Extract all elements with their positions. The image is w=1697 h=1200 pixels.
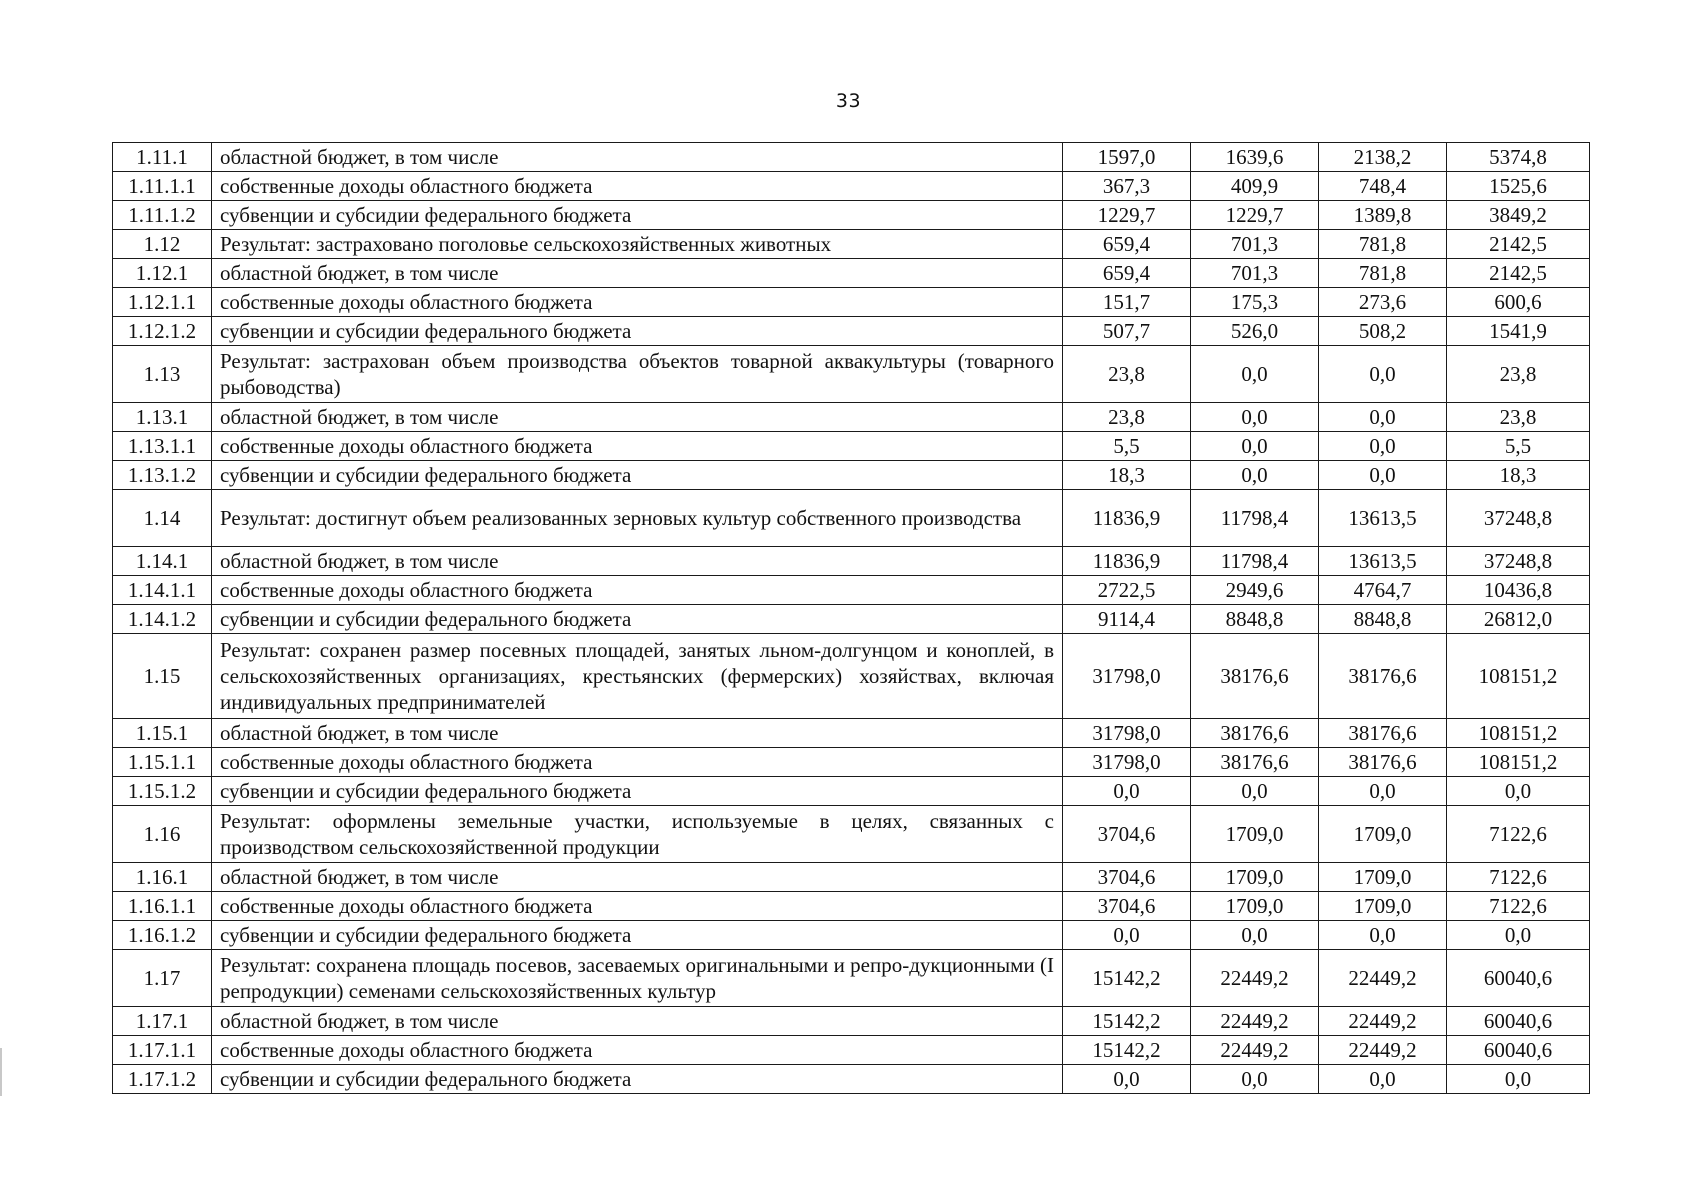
row-description: собственные доходы областного бюджета — [212, 576, 1063, 605]
value-cell: 0,0 — [1191, 1065, 1319, 1094]
value-cell: 701,3 — [1191, 230, 1319, 259]
table-row — [113, 605, 1590, 634]
value-cell: 781,8 — [1319, 259, 1447, 288]
table-row — [113, 172, 1590, 201]
value-cell: 175,3 — [1191, 288, 1319, 317]
value-cell: 1229,7 — [1063, 201, 1191, 230]
table-row — [113, 317, 1590, 346]
scan-edge-mark — [0, 1048, 2, 1096]
total-cell: 600,6 — [1447, 288, 1590, 317]
value-cell: 3704,6 — [1063, 806, 1191, 863]
row-description: Результат: сохранен размер посевных площадей, занятых льном-долгунцом и коноплей, в сельскохозяйственных организациях, крестьянских (фермерских) хозяйствах, включая индивидуальных предпринимателей — [212, 634, 1063, 719]
table-row — [113, 719, 1590, 748]
value-cell: 0,0 — [1063, 1065, 1191, 1094]
row-code: 1.15.1.2 — [113, 777, 212, 806]
row-code: 1.14.1.2 — [113, 605, 212, 634]
value-cell: 0,0 — [1319, 921, 1447, 950]
row-description: собственные доходы областного бюджета — [212, 748, 1063, 777]
value-cell: 1389,8 — [1319, 201, 1447, 230]
total-cell: 3849,2 — [1447, 201, 1590, 230]
value-cell: 1229,7 — [1191, 201, 1319, 230]
value-cell: 2138,2 — [1319, 143, 1447, 172]
row-description: Результат: сохранена площадь посевов, засеваемых оригинальными и репро-дукционными (I репродукции) семенами сельскохозяйственных культур — [212, 950, 1063, 1007]
value-cell: 0,0 — [1191, 346, 1319, 403]
value-cell: 3704,6 — [1063, 863, 1191, 892]
table-row — [113, 259, 1590, 288]
total-cell: 23,8 — [1447, 346, 1590, 403]
value-cell: 15142,2 — [1063, 950, 1191, 1007]
value-cell: 11798,4 — [1191, 490, 1319, 547]
value-cell: 273,6 — [1319, 288, 1447, 317]
value-cell: 22449,2 — [1191, 950, 1319, 1007]
total-cell: 108151,2 — [1447, 748, 1590, 777]
value-cell: 11836,9 — [1063, 547, 1191, 576]
value-cell: 11798,4 — [1191, 547, 1319, 576]
row-code: 1.15.1 — [113, 719, 212, 748]
row-code: 1.14.1 — [113, 547, 212, 576]
value-cell: 0,0 — [1191, 921, 1319, 950]
table-row — [113, 143, 1590, 172]
total-cell: 108151,2 — [1447, 719, 1590, 748]
value-cell: 1709,0 — [1319, 806, 1447, 863]
value-cell: 0,0 — [1191, 432, 1319, 461]
row-code: 1.16.1 — [113, 863, 212, 892]
page-number: 33 — [835, 90, 862, 112]
row-code: 1.15 — [113, 634, 212, 719]
budget-table-body — [113, 143, 1590, 1094]
value-cell: 31798,0 — [1063, 634, 1191, 719]
value-cell: 0,0 — [1319, 432, 1447, 461]
row-description: субвенции и субсидии федерального бюджета — [212, 605, 1063, 634]
value-cell: 0,0 — [1319, 1065, 1447, 1094]
value-cell: 0,0 — [1319, 461, 1447, 490]
table-row — [113, 461, 1590, 490]
value-cell: 151,7 — [1063, 288, 1191, 317]
row-code: 1.17.1.1 — [113, 1036, 212, 1065]
value-cell: 11836,9 — [1063, 490, 1191, 547]
table-row — [113, 950, 1590, 1007]
table-row — [113, 1007, 1590, 1036]
total-cell: 5374,8 — [1447, 143, 1590, 172]
row-code: 1.17.1 — [113, 1007, 212, 1036]
row-description: областной бюджет, в том числе — [212, 259, 1063, 288]
value-cell: 659,4 — [1063, 230, 1191, 259]
row-code: 1.14 — [113, 490, 212, 547]
value-cell: 5,5 — [1063, 432, 1191, 461]
total-cell: 10436,8 — [1447, 576, 1590, 605]
row-description: субвенции и субсидии федерального бюджета — [212, 461, 1063, 490]
table-row — [113, 634, 1590, 719]
row-code: 1.14.1.1 — [113, 576, 212, 605]
row-description: областной бюджет, в том числе — [212, 863, 1063, 892]
total-cell: 18,3 — [1447, 461, 1590, 490]
total-cell: 23,8 — [1447, 403, 1590, 432]
total-cell: 7122,6 — [1447, 806, 1590, 863]
table-row — [113, 1065, 1590, 1094]
total-cell: 7122,6 — [1447, 863, 1590, 892]
value-cell: 0,0 — [1191, 461, 1319, 490]
value-cell: 13613,5 — [1319, 490, 1447, 547]
total-cell: 7122,6 — [1447, 892, 1590, 921]
row-code: 1.16 — [113, 806, 212, 863]
value-cell: 1709,0 — [1319, 863, 1447, 892]
value-cell: 367,3 — [1063, 172, 1191, 201]
row-code: 1.17 — [113, 950, 212, 1007]
row-description: областной бюджет, в том числе — [212, 403, 1063, 432]
value-cell: 1709,0 — [1191, 806, 1319, 863]
value-cell: 4764,7 — [1319, 576, 1447, 605]
row-description: областной бюджет, в том числе — [212, 719, 1063, 748]
value-cell: 748,4 — [1319, 172, 1447, 201]
value-cell: 38176,6 — [1191, 719, 1319, 748]
table-row — [113, 490, 1590, 547]
value-cell: 526,0 — [1191, 317, 1319, 346]
row-description: областной бюджет, в том числе — [212, 143, 1063, 172]
total-cell: 37248,8 — [1447, 547, 1590, 576]
total-cell: 60040,6 — [1447, 1036, 1590, 1065]
total-cell: 1525,6 — [1447, 172, 1590, 201]
value-cell: 1597,0 — [1063, 143, 1191, 172]
total-cell: 0,0 — [1447, 921, 1590, 950]
row-description: собственные доходы областного бюджета — [212, 432, 1063, 461]
value-cell: 38176,6 — [1319, 634, 1447, 719]
value-cell: 507,7 — [1063, 317, 1191, 346]
value-cell: 8848,8 — [1191, 605, 1319, 634]
value-cell: 38176,6 — [1319, 748, 1447, 777]
value-cell: 15142,2 — [1063, 1007, 1191, 1036]
value-cell: 9114,4 — [1063, 605, 1191, 634]
value-cell: 2949,6 — [1191, 576, 1319, 605]
value-cell: 18,3 — [1063, 461, 1191, 490]
row-description: Результат: оформлены земельные участки, используемые в целях, связанных с производством сельскохозяйственной продукции — [212, 806, 1063, 863]
value-cell: 1709,0 — [1191, 863, 1319, 892]
value-cell: 23,8 — [1063, 403, 1191, 432]
value-cell: 1709,0 — [1319, 892, 1447, 921]
value-cell: 8848,8 — [1319, 605, 1447, 634]
value-cell: 409,9 — [1191, 172, 1319, 201]
row-description: субвенции и субсидии федерального бюджета — [212, 777, 1063, 806]
value-cell: 659,4 — [1063, 259, 1191, 288]
total-cell: 0,0 — [1447, 1065, 1590, 1094]
value-cell: 38176,6 — [1319, 719, 1447, 748]
row-description: областной бюджет, в том числе — [212, 547, 1063, 576]
value-cell: 31798,0 — [1063, 748, 1191, 777]
value-cell: 22449,2 — [1319, 950, 1447, 1007]
value-cell: 1709,0 — [1191, 892, 1319, 921]
row-code: 1.11.1.1 — [113, 172, 212, 201]
total-cell: 37248,8 — [1447, 490, 1590, 547]
row-description: областной бюджет, в том числе — [212, 1007, 1063, 1036]
total-cell: 0,0 — [1447, 777, 1590, 806]
row-code: 1.13.1.1 — [113, 432, 212, 461]
value-cell: 38176,6 — [1191, 634, 1319, 719]
row-code: 1.17.1.2 — [113, 1065, 212, 1094]
total-cell: 2142,5 — [1447, 259, 1590, 288]
row-description: Результат: застрахован объем производства объектов товарной аквакультуры (товарного рыбоводства) — [212, 346, 1063, 403]
row-description: субвенции и субсидии федерального бюджета — [212, 317, 1063, 346]
row-code: 1.13.1 — [113, 403, 212, 432]
table-row — [113, 288, 1590, 317]
value-cell: 15142,2 — [1063, 1036, 1191, 1065]
value-cell: 0,0 — [1191, 403, 1319, 432]
row-description: собственные доходы областного бюджета — [212, 288, 1063, 317]
budget-table — [112, 142, 1590, 1094]
table-row — [113, 748, 1590, 777]
value-cell: 38176,6 — [1191, 748, 1319, 777]
row-code: 1.13.1.2 — [113, 461, 212, 490]
table-row — [113, 1036, 1590, 1065]
table-row — [113, 576, 1590, 605]
row-description: собственные доходы областного бюджета — [212, 172, 1063, 201]
row-code: 1.12.1 — [113, 259, 212, 288]
row-code: 1.16.1.1 — [113, 892, 212, 921]
table-row — [113, 432, 1590, 461]
table-row — [113, 547, 1590, 576]
value-cell: 3704,6 — [1063, 892, 1191, 921]
table-row — [113, 777, 1590, 806]
table-row — [113, 346, 1590, 403]
total-cell: 60040,6 — [1447, 1007, 1590, 1036]
row-description: Результат: достигнут объем реализованных зерновых культур собственного производства — [212, 490, 1063, 547]
value-cell: 22449,2 — [1191, 1036, 1319, 1065]
row-description: Результат: застраховано поголовье сельскохозяйственных животных — [212, 230, 1063, 259]
value-cell: 0,0 — [1063, 777, 1191, 806]
value-cell: 2722,5 — [1063, 576, 1191, 605]
table-row — [113, 863, 1590, 892]
value-cell: 781,8 — [1319, 230, 1447, 259]
value-cell: 23,8 — [1063, 346, 1191, 403]
value-cell: 22449,2 — [1319, 1007, 1447, 1036]
total-cell: 2142,5 — [1447, 230, 1590, 259]
table-row — [113, 201, 1590, 230]
value-cell: 0,0 — [1319, 777, 1447, 806]
row-code: 1.16.1.2 — [113, 921, 212, 950]
value-cell: 22449,2 — [1319, 1036, 1447, 1065]
total-cell: 108151,2 — [1447, 634, 1590, 719]
row-code: 1.13 — [113, 346, 212, 403]
value-cell: 0,0 — [1063, 921, 1191, 950]
row-description: собственные доходы областного бюджета — [212, 892, 1063, 921]
value-cell: 1639,6 — [1191, 143, 1319, 172]
value-cell: 0,0 — [1191, 777, 1319, 806]
row-description: субвенции и субсидии федерального бюджета — [212, 1065, 1063, 1094]
total-cell: 60040,6 — [1447, 950, 1590, 1007]
table-row — [113, 230, 1590, 259]
value-cell: 22449,2 — [1191, 1007, 1319, 1036]
row-code: 1.15.1.1 — [113, 748, 212, 777]
row-code: 1.11.1 — [113, 143, 212, 172]
total-cell: 5,5 — [1447, 432, 1590, 461]
value-cell: 701,3 — [1191, 259, 1319, 288]
row-code: 1.12.1.1 — [113, 288, 212, 317]
table-row — [113, 921, 1590, 950]
row-code: 1.12.1.2 — [113, 317, 212, 346]
value-cell: 0,0 — [1319, 403, 1447, 432]
row-code: 1.11.1.2 — [113, 201, 212, 230]
table-row — [113, 892, 1590, 921]
row-description: субвенции и субсидии федерального бюджета — [212, 201, 1063, 230]
row-description: собственные доходы областного бюджета — [212, 1036, 1063, 1065]
total-cell: 1541,9 — [1447, 317, 1590, 346]
row-code: 1.12 — [113, 230, 212, 259]
value-cell: 13613,5 — [1319, 547, 1447, 576]
table-row — [113, 403, 1590, 432]
value-cell: 508,2 — [1319, 317, 1447, 346]
total-cell: 26812,0 — [1447, 605, 1590, 634]
value-cell: 31798,0 — [1063, 719, 1191, 748]
row-description: субвенции и субсидии федерального бюджета — [212, 921, 1063, 950]
table-row — [113, 806, 1590, 863]
value-cell: 0,0 — [1319, 346, 1447, 403]
